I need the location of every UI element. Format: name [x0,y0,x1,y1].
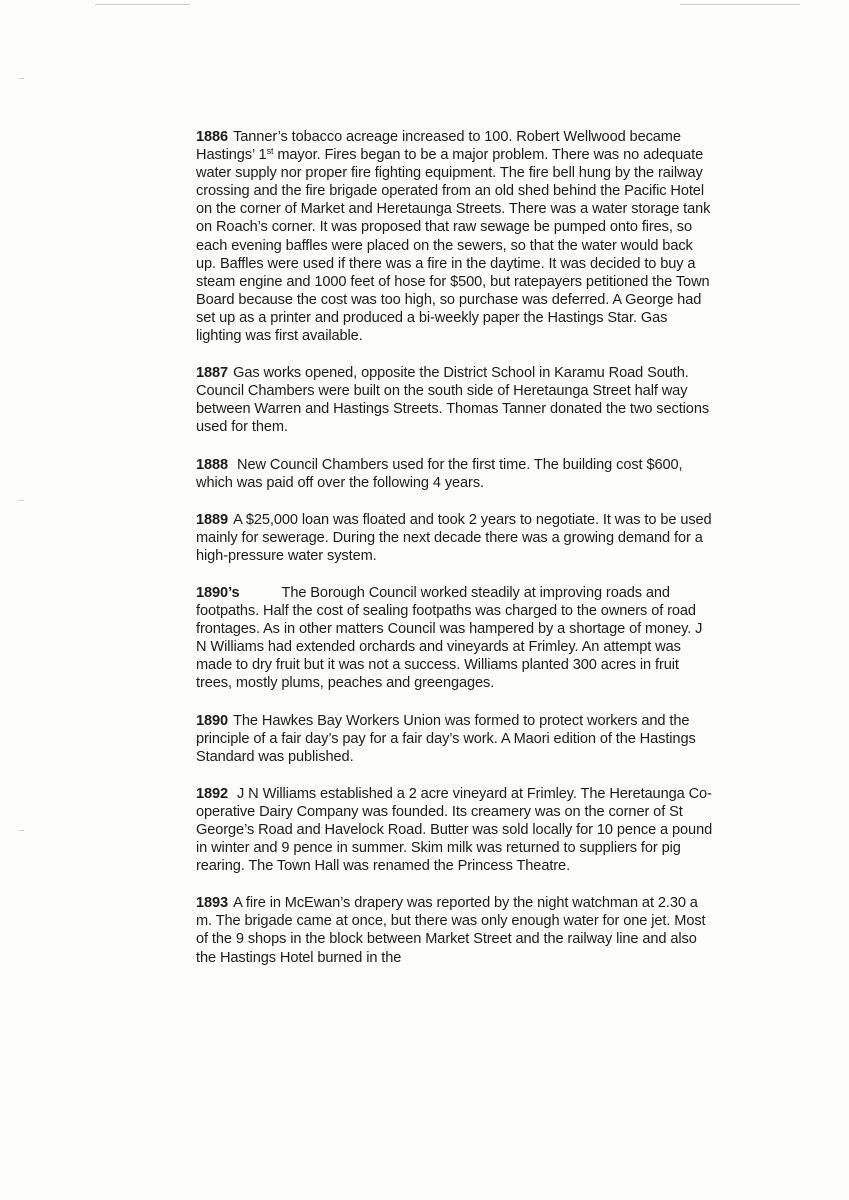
entry-text: New Council Chambers used for the first time. The building cost $600, which was paid off over the following 4 years. [196,456,683,491]
entry-1890 [196,712,716,766]
scan-speck [18,500,24,501]
scan-edge-mark [680,4,800,5]
entry-text: Tanner’s tobacco acreage increased to 100. Robert Wellwood became Hastings’ 1 [196,129,681,164]
entry-year: 1888 [196,456,229,473]
entry-year: 1887 [196,365,229,382]
entry-year: 1889 [196,511,229,528]
scan-speck [18,830,24,831]
entry-1886 [196,128,716,345]
entry-1890s [196,584,716,693]
entry-text: mayor. Fires began to be a major problem. There was no adequate water supply nor proper fire fighting equipment. The fire bell hung by the railway crossing and the fire brigade operated from an old shed behind the Pacific Hotel on the corner of Market and Heretaunga Streets. There was a water storage tank on Roach’s corner. It was proposed that raw sewage be pumped onto fires, so each evening baffles were placed on the sewers, so that the water would back up. Baffles were used if there was a fire in the daytime. It was decided to buy a steam engine and 1000 feet of hose for $500, but ratepayers petitioned the Town Board because the cost was too high, so purchase was deferred. A George had set up as a printer and produced a bi-weekly paper the Hastings Star. Gas lighting was first available. [196,147,711,345]
entry-1889 [196,511,716,565]
entry-year: 1893 [196,895,229,912]
entry-year: 1890 [196,712,229,729]
entry-text: A $25,000 loan was floated and took 2 years to negotiate. It was to be used mainly for sewerage. During the next decade there was a growing demand for a high-pressure water system. [196,511,712,564]
entry-1893 [196,894,716,966]
entry-text: A fire in McEwan’s drapery was reported by the night watchman at 2.30 a m. The brigade came at once, but there was only enough water for one jet. Most of the 9 shops in the block between Market Street and the railway line and also the Hastings Hotel burned in the [196,895,706,966]
ordinal-superscript: st [266,146,274,157]
document-body [196,128,716,986]
entry-text: The Borough Council worked steadily at improving roads and footpaths. Half the cost of sealing footpaths was charged to the owners of road frontages. As in other matters Council was hampered by a shortage of money. J N Williams had extended orchards and vineyards at Frimley. An attempt was made to dry fruit but it was not a success. Williams planted 300 acres in fruit trees, mostly plums, peaches and greengages. [196,584,703,692]
entry-1892 [196,785,716,875]
entry-text: Gas works opened, opposite the District School in Karamu Road South. Council Chambers were built on the south side of Heretaunga Street half way between Warren and Hastings Streets. Thomas Tanner donated the two sections used for them. [196,365,710,436]
entry-1887 [196,364,716,436]
entry-1888 [196,456,716,492]
entry-text: J N Williams established a 2 acre vineyard at Frimley. The Heretaunga Co-operative Dairy Company was founded. Its creamery was on the corner of St George’s Road and Havelock Road. Butter was sold locally for 10 pence a pound in winter and 9 pence in summer. Skim milk was returned to suppliers for pig rearing. The Town Hall was renamed the Princess Theatre. [196,785,713,875]
scan-edge-mark [95,4,190,5]
scan-speck [18,78,24,79]
entry-year: 1890’s [196,584,240,601]
entry-text: The Hawkes Bay Workers Union was formed to protect workers and the principle of a fair day’s pay for a fair day’s work. A Maori edition of the Hastings Standard was published. [196,712,696,765]
entry-year: 1892 [196,785,229,802]
entry-year: 1886 [196,129,229,145]
